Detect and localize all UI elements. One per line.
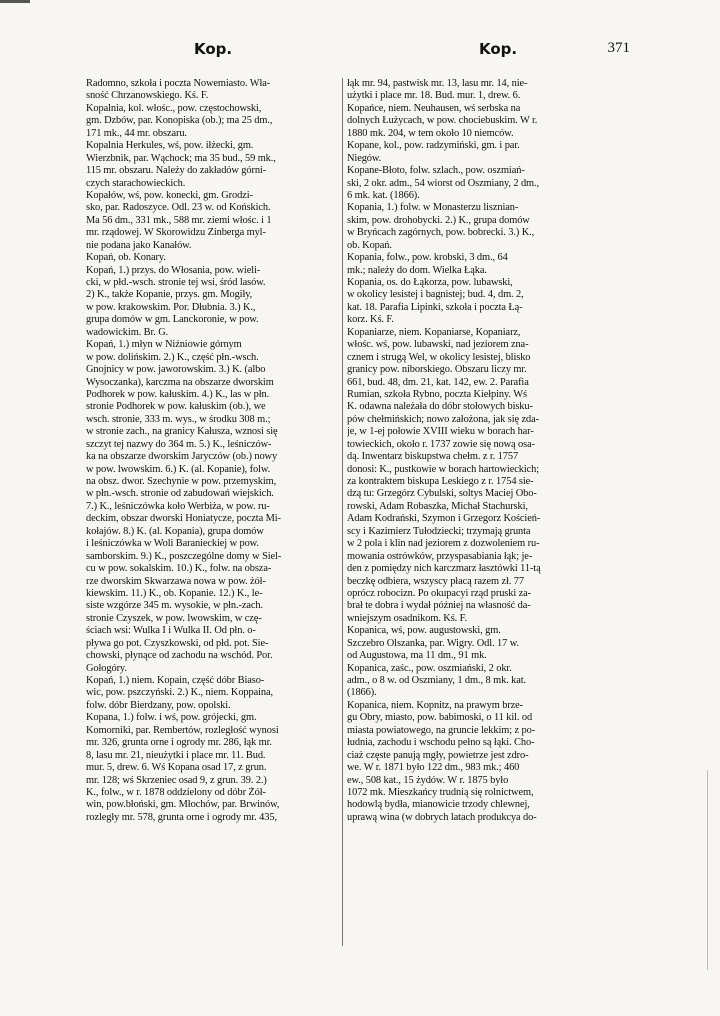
- text-line: Kopańce, niem. Neuhausen, wś serbska na: [347, 102, 521, 114]
- text-line: pów chełmińskich; nowo założona, jak się zda-: [347, 413, 539, 425]
- text-line: dą. Inwentarz biskupstwa chełm. z r. 1757: [347, 451, 519, 463]
- text-line: w stronie zach., na granicy Kałusza, wznosi się: [86, 426, 278, 438]
- text-line: rze dworskim Skwarzawa nowa w pow. żół-: [86, 575, 266, 587]
- text-line: w płn.-wsch. stronie od zabudowań wiejskich.: [86, 488, 274, 500]
- column-divider: [342, 78, 343, 946]
- text-line: ew., 508 kat., 15 żydów. W r. 1875 było: [347, 774, 509, 786]
- text-line: Niegów.: [347, 152, 382, 164]
- text-line: w 2 pola i klin nad jeziorem z dozwoleniem ru-: [347, 538, 540, 550]
- text-line: wniejszym osadnikom. Kś. F.: [347, 612, 467, 624]
- text-line: 115 mr. obszaru. Należy do zakładów górni-: [86, 165, 267, 177]
- text-line: samborskim. 9.) K., poszczególne domy w Siel-: [86, 550, 282, 562]
- text-line: Wysoczanka), karczma na obszarze dworskim: [86, 376, 274, 388]
- text-line: kat. 18. Parafia Lipinki, szkoła i poczta Łą-: [347, 301, 523, 313]
- text-line: Kopania, folw., pow. krobski, 3 dm., 64: [347, 252, 508, 264]
- text-line: Kopalnia, kol. włośc., pow. częstochowski,: [86, 102, 262, 114]
- text-line: czych starachowieckich.: [86, 177, 186, 189]
- text-line: ściach wsi: Wulka I i Wulka II. Od płn. o-: [86, 625, 256, 637]
- text-line: cznem i strugą Wel, w okolicy lesistej, blisko: [347, 351, 531, 363]
- text-line: dzą tu: Grzegórz Cybulski, soltys Maciej Obo-: [347, 488, 537, 500]
- page-header: [82, 40, 632, 60]
- text-line: gu Obry, miasto, pow. babimoski, o 11 kil. od: [347, 712, 533, 724]
- text-line: mr. 128; wś Skrzeniec osad 9, z grun. 39. 2.): [86, 774, 267, 786]
- text-line: kiewskim. 11.) K., ob. Kopanie. 12.) K., le-: [86, 587, 263, 599]
- text-line: Kopań, ob. Konary.: [86, 252, 166, 264]
- text-line: je, w 1-ej połowie XVIII wieku w borach har-: [347, 426, 534, 438]
- text-line: wic, pow. pszczyński. 2.) K., niem. Koppaina,: [86, 687, 274, 699]
- text-line: stronie Czyszek, w pow. lwowskim, w czę-: [86, 612, 262, 624]
- left-column: [86, 78, 348, 824]
- text-line: granicy pow. niborskiego. Obszaru liczy mr.: [347, 364, 527, 376]
- text-line: Kopana, 1.) folw. i wś, pow. grójecki, gm.: [86, 712, 257, 724]
- text-line: Ma 56 dm., 331 mk., 588 mr. ziemi włośc. i 1: [86, 214, 272, 226]
- text-line: dolnych Łużycach, w pow. chociebuskim. W r.: [347, 115, 538, 127]
- text-line: Gnojnicy w pow. jaworowskim. 3.) K. (albo: [86, 364, 266, 376]
- text-line: nie podana jako Kanałów.: [86, 239, 192, 251]
- text-line: skim, pow. drohobycki. 2.) K., grupa domów: [347, 214, 530, 226]
- text-line: brał te dobra i wydał później na własność da-: [347, 600, 531, 612]
- scan-corner-mark: [0, 0, 30, 3]
- text-line: ski, 2 okr. adm., 54 wiorst od Oszmiany, 2 dm.,: [347, 177, 540, 189]
- right-column: [347, 78, 609, 824]
- text-line: stronie Podhorek w pow. kałuskim (ob.), we: [86, 401, 266, 413]
- text-line: 7.) K., leśniczówka koło Werbiża, w pow. ru-: [86, 500, 270, 512]
- text-line: donosi: K., pustkowie w borach hartowieckich;: [347, 463, 540, 475]
- text-line: rozległy mr. 578, grunta orne i ogrody mr. 435,: [86, 811, 277, 823]
- text-line: za kontraktem biskupa Leskiego z r. 1754 sie-: [347, 476, 534, 487]
- text-line: Kopań, 1.) niem. Kopain, część dóbr Biaso-: [86, 675, 265, 686]
- text-line: cki, w płd.-wsch. stronie tej wsi, śród lasów.: [86, 277, 266, 288]
- text-line: mr. rządowej. W Skorowidzu Zinberga myl-: [86, 227, 266, 239]
- text-line: rowski, Adam Robaszka, Michał Stachurski,: [347, 500, 528, 512]
- text-line: adm., o 8 w. od Oszmiany, 1 dm., 8 mk. kat.: [347, 675, 527, 686]
- text-line: den z pomiędzy nich karczmarz łasztówki 11-tą: [347, 563, 541, 575]
- text-line: wadowickim. Br. G.: [86, 326, 169, 338]
- text-line: wsch. stronie, 333 m. wys., w środku 308 m.;: [86, 413, 271, 425]
- text-line: cu w pow. sokalskim. 10.) K., folw. na obsza-: [86, 563, 272, 575]
- text-line: Adam Kodrański, Szymon i Grzegorz Koścień-: [347, 513, 541, 525]
- text-line: na obsz. dwor. Szechynie w pow. przemyskim,: [86, 476, 277, 487]
- text-line: chowski, płynące od zachodu na wschód. Por.: [86, 650, 273, 662]
- text-line: Kopania, os. do Łąkorza, pow. lubawski,: [347, 277, 513, 288]
- text-line: w pow. lwowskim. 6.) K. (al. Kopanie), folw.: [86, 463, 271, 475]
- text-line: włośc. wś, pow. lubawski, nad jeziorem zna-: [347, 339, 529, 351]
- text-line: mr. 326, grunta orne i ogrody mr. 286, łąk mr.: [86, 737, 272, 749]
- text-line: uprawą wina (w dobrych latach produkcya do-: [347, 811, 537, 823]
- text-line: Kopań, 1.) przys. do Włosania, pow. wieli-: [86, 264, 261, 276]
- text-line: K., folw., w r. 1878 oddzielony od dóbr Żół-: [86, 786, 266, 798]
- text-line: 1072 mk. Mieszkańcy trudnią się rolnictwem,: [347, 786, 534, 798]
- text-line: grupa domów w gm. Lanckoronie, w pow.: [86, 314, 259, 326]
- text-line: mur. 5, drew. 6. Wś Kopana osad 17, z grun.: [86, 762, 267, 774]
- text-line: Kopalnia Herkules, wś, pow. iłżecki, gm.: [86, 140, 254, 152]
- text-line: K. odawna należała do dóbr stołowych bisku-: [347, 401, 533, 413]
- text-line: korz. Kś. F.: [347, 314, 394, 326]
- text-line: i leśniczówka w Woli Baranieckiej w pow.: [86, 538, 259, 550]
- text-line: ciaż częste panują mgły, powietrze jest zdro-: [347, 749, 529, 761]
- text-line: Kopałów, wś, pow. konecki, gm. Grodzi-: [86, 189, 253, 201]
- text-line: folw. dóbr Bierdzany, pow. opolski.: [86, 699, 231, 711]
- text-line: ob. Kopań.: [347, 239, 392, 251]
- text-line: deckim, obszar dworski Honiatycze, poczta Mi-: [86, 513, 281, 525]
- text-line: Kopaniarze, niem. Kopaniarse, Kopaniarz,: [347, 326, 521, 338]
- text-line: kołajów. 8.) K. (al. Kopania), grupa domów: [86, 525, 264, 537]
- text-line: 1880 mk. 204, w tem około 10 niemców.: [347, 127, 514, 139]
- text-line: w Bryńcach zagórnych, pow. bobrecki. 3.) K.,: [347, 227, 535, 239]
- text-line: użytki i place mr. 18. Bud. mur. 1, drew. 6.: [347, 90, 521, 102]
- text-line: w okolicy lesistej i bagnistej; bud. 4, dm. 2,: [347, 289, 524, 301]
- text-line: szczyt tej nazwy do 364 m. 5.) K., leśniczów-: [86, 438, 272, 450]
- left-running-head: Kop.: [194, 40, 233, 58]
- text-line: Kopanica, wś, pow. augustowski, gm.: [347, 625, 501, 637]
- text-line: gm. Dzbów, par. Konopiska (ob.); ma 25 dm.,: [86, 115, 273, 127]
- text-line: win, pow.błoński, gm. Młochów, par. Brwinów,: [86, 799, 280, 811]
- text-line: mk.; należy do dom. Wielka Łąka.: [347, 264, 487, 276]
- text-line: pływa go pot. Czyszkowski, od płd. pot. Sie-: [86, 637, 269, 649]
- text-line: 2) K., także Kopanie, przys. gm. Mogiły,: [86, 289, 253, 301]
- text-line: łąk mr. 94, pastwisk mr. 13, lasu mr. 14, nie-: [347, 78, 528, 89]
- text-line: łudnia, zachodu i wschodu pełno są łąki. Cho-: [347, 737, 535, 749]
- text-line: 171 mk., 44 mr. obszaru.: [86, 127, 187, 139]
- text-line: ka na obszarze dworskim Jaryczów (ob.) nowy: [86, 451, 278, 463]
- text-line: Podhorek w pow. kałuskim. 4.) K., las w płn.: [86, 388, 270, 400]
- text-line: Kopanica, niem. Kopnitz, na prawym brze-: [347, 699, 524, 711]
- text-line: 661, bud. 48, dm. 21, kat. 142, ew. 2. Parafia: [347, 376, 529, 388]
- text-line: 6 mk. kat. (1866).: [347, 189, 420, 201]
- text-line: Kopane, kol., pow. radzymiński, gm. i par.: [347, 140, 520, 152]
- text-line: sko, par. Radoszyce. Odl. 23 w. od Końskich.: [86, 202, 271, 214]
- text-line: Radomno, szkoła i poczta Nowemiasto. Wła-: [86, 78, 271, 89]
- text-line: we. W r. 1871 było 122 dm., 983 mk.; 460: [347, 762, 520, 774]
- text-line: siste wzgórze 345 m. wysokie, w płn.-zach.: [86, 600, 264, 612]
- text-line: w pow. dolińskim. 2.) K., część płn.-wsch.: [86, 351, 259, 363]
- text-line: Rumian, szkoła Rybno, poczta Kiełpiny. Wś: [347, 388, 527, 400]
- text-line: oprócz robocizn. Po okupacyi rząd pruski za-: [347, 587, 532, 599]
- text-line: beczkę odbiera, wszyscy płacą razem zł. 77: [347, 575, 524, 587]
- text-line: od Augustowa, ma 11 dm., 91 mk.: [347, 650, 487, 662]
- text-line: Wierzbnik, par. Wąchock; ma 35 bud., 59 mk.,: [86, 152, 276, 164]
- text-line: sność Chrzanowskiego. Kś. F.: [86, 90, 209, 102]
- text-line: Kopania, 1.) folw. w Monasterzu lisznian-: [347, 202, 519, 214]
- text-line: Szczebro Olszanka, par. Wigry. Odl. 17 w.: [347, 637, 519, 649]
- text-line: mowania ostrówków, przyspasabiania łąk; je-: [347, 550, 533, 562]
- text-line: w pow. krakowskim. Por. Dłubnia. 3.) K.,: [86, 301, 256, 313]
- text-line: Gołogóry.: [86, 662, 127, 674]
- text-line: 8, lasu mr. 21, nieużytki i place mr. 11. Bud.: [86, 749, 266, 761]
- text-line: scy i Kazimierz Tułodziecki; trzymają grunta: [347, 525, 531, 537]
- right-running-head: Kop.: [479, 40, 518, 58]
- text-line: (1866).: [347, 687, 377, 699]
- text-line: Kopane-Błoto, folw. szlach., pow. oszmiań-: [347, 165, 525, 177]
- page-number: 371: [607, 40, 630, 56]
- text-line: towieckich, około r. 1737 zowie się nową osa-: [347, 438, 535, 450]
- page-edge-line: [707, 770, 708, 970]
- text-line: Kopanica, zaśc., pow. oszmiański, 2 okr.: [347, 662, 512, 674]
- text-line: miasta powiatowego, na gruncie lekkim; z po-: [347, 724, 536, 736]
- text-line: hodowlą bydła, mianowicie trzody chlewnej,: [347, 799, 530, 811]
- text-line: Kopań, 1.) młyn w Niźniowie górnym: [86, 339, 242, 351]
- text-line: Komorniki, par. Rembertów, rozległość wynosi: [86, 724, 279, 736]
